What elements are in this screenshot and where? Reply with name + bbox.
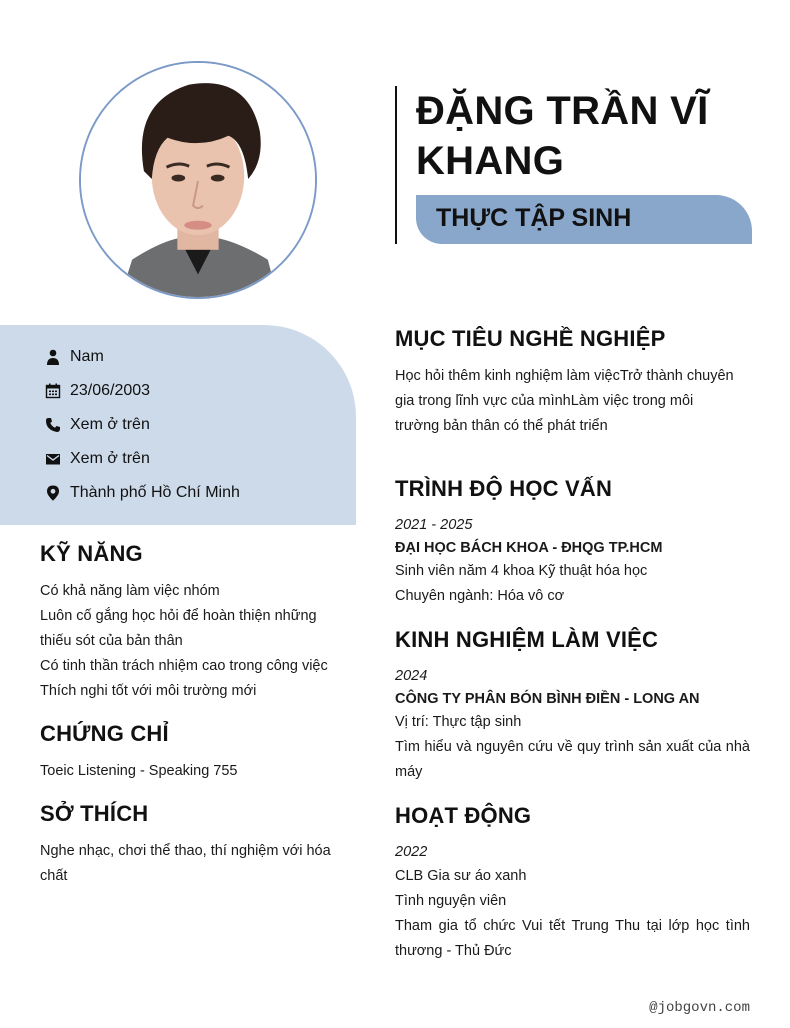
hobbies-list [40, 839, 350, 889]
skill-item: Thích nghi tốt với môi trường mới [40, 683, 257, 699]
skills-list [40, 579, 350, 704]
phone-icon [44, 417, 61, 434]
skill-item: Có khả năng làm việc nhóm [40, 583, 220, 599]
avatar [79, 61, 317, 299]
hobby-line: chất [40, 868, 68, 884]
name-line-1: ĐẶNG TRẦN VĨ [416, 89, 709, 133]
objective-title: MỤC TIÊU NGHỀ NGHIỆP [395, 326, 666, 351]
activity-detail: CLB Gia sư áo xanh [395, 868, 527, 884]
activities-title: HOẠT ĐỘNG [395, 803, 532, 828]
phone-text: Xem ở trên [70, 416, 150, 433]
experience-company: CÔNG TY PHÂN BÓN BÌNH ĐIỀN - LONG AN [395, 691, 700, 707]
activity-detail: Tình nguyện viên [395, 893, 507, 909]
objective-line: Học hỏi thêm kinh nghiệm làm việcTrở thành chuyên [395, 368, 734, 384]
skill-item: Luôn cố gắng học hỏi để hoàn thiện những [40, 608, 317, 624]
education-title: TRÌNH ĐỘ HỌC VẤN [395, 476, 613, 501]
experience-detail: Vị trí: Thực tập sinh [395, 714, 522, 730]
objective-line: trường bản thân có thể phát triển [395, 418, 608, 434]
experience-period: 2024 [395, 668, 428, 684]
education-period: 2021 - 2025 [395, 517, 473, 533]
birthday-text: 23/06/2003 [70, 382, 151, 399]
position-badge [416, 195, 752, 244]
objective-line: gia trong lĩnh vực của mìnhLàm việc trong môi [395, 393, 694, 409]
watermark: @jobgovn.com [649, 1000, 750, 1016]
contact-birthday [44, 379, 150, 403]
skill-item: thiếu sót của bản thân [40, 633, 183, 649]
name-line-2: KHANG [416, 139, 565, 183]
experience-detail: Tìm hiểu và nguyên cứu về quy trình sản xuất của nhà máy [395, 739, 750, 780]
skills-title: KỸ NĂNG [40, 541, 143, 566]
contact-location [44, 481, 240, 505]
certificates-title: CHỨNG CHỈ [40, 721, 169, 746]
header-name-block [395, 86, 755, 244]
position-title: THỰC TẬP SINH [436, 204, 632, 232]
contact-gender [44, 345, 104, 369]
activities-entry [395, 840, 750, 964]
contact-email [44, 447, 150, 471]
experience-title: KINH NGHIỆM LÀM VIỆC [395, 627, 659, 652]
location-icon [44, 485, 61, 502]
education-school: ĐẠI HỌC BÁCH KHOA - ĐHQG TP.HCM [395, 540, 663, 556]
education-detail: Sinh viên năm 4 khoa Kỹ thuật hóa học [395, 563, 648, 579]
contact-phone [44, 413, 150, 437]
user-icon [44, 349, 61, 366]
email-text: Xem ở trên [70, 450, 150, 467]
hobbies-title: SỞ THÍCH [40, 801, 149, 826]
contact-panel [0, 325, 356, 525]
education-detail: Chuyên ngành: Hóa vô cơ [395, 588, 565, 604]
certificates-list [40, 759, 350, 784]
email-icon [44, 451, 61, 468]
objective-text [395, 364, 750, 439]
skill-item: Có tinh thần trách nhiệm cao trong công việc [40, 658, 328, 674]
gender-text: Nam [70, 348, 104, 365]
hobby-line: Nghe nhạc, chơi thể thao, thí nghiệm với hóa [40, 843, 331, 859]
profile-photo [81, 63, 315, 297]
activities-period: 2022 [395, 844, 428, 860]
certificate-item: Toeic Listening - Speaking 755 [40, 763, 238, 779]
full-name [416, 86, 756, 186]
education-entry [395, 513, 750, 609]
activity-detail: Tham gia tổ chức Vui tết Trung Thu tại lớp học tình thương - Thủ Đức [395, 918, 750, 959]
location-text: Thành phố Hồ Chí Minh [70, 484, 240, 501]
experience-entry [395, 664, 750, 785]
calendar-icon [44, 383, 61, 400]
